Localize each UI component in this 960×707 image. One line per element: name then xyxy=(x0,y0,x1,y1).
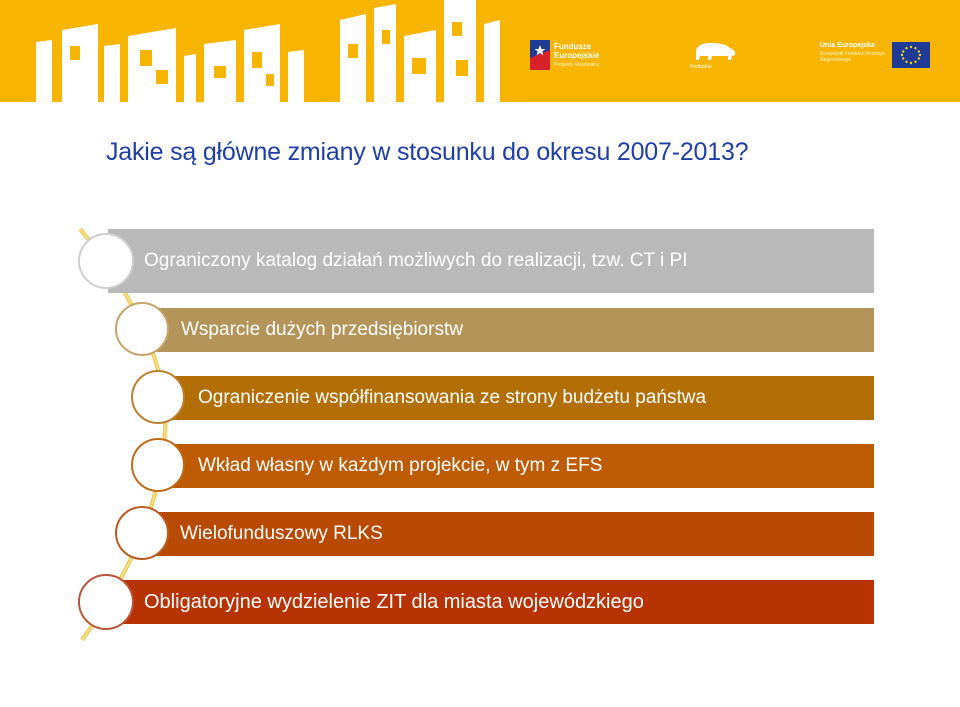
item-2-bullet-circle xyxy=(115,302,169,356)
item-4-bullet-circle xyxy=(131,438,185,492)
ue-title: Unia Europejska xyxy=(820,42,875,49)
item-2-text: Wsparcie dużych przedsiębiorstw xyxy=(181,319,463,340)
item-5-text: Wielofunduszowy RLKS xyxy=(180,523,383,544)
item-5-bar xyxy=(143,512,874,556)
item-3-bar xyxy=(162,376,874,420)
item-1-text: Ograniczony katalog działań możliwych do realizacji, tzw. CT i PI xyxy=(144,250,688,271)
fundusze-europejskie-logo xyxy=(530,40,630,72)
fundusze-europejskie-flag-icon xyxy=(530,40,550,70)
item-3-text: Ograniczenie współfinansowania ze strony budżetu państwa xyxy=(198,387,707,408)
bison-caption: Podlaskie xyxy=(690,64,712,70)
item-5-bullet-circle xyxy=(115,506,169,560)
bison-region-logo xyxy=(690,40,740,72)
fe-title-line2: Europejskie xyxy=(554,51,600,60)
header-band xyxy=(0,0,960,102)
decorative-buildings-graphic xyxy=(0,0,960,102)
item-6-bullet-circle xyxy=(78,574,134,630)
item-6-bar xyxy=(108,580,874,624)
item-4-text: Wkład własny w każdym projekcie, w tym z EFS xyxy=(198,455,603,476)
item-1-bar xyxy=(108,229,874,293)
bison-icon xyxy=(690,40,740,64)
fe-title-line1: Fundusze xyxy=(554,42,592,51)
item-4-bar xyxy=(162,444,874,488)
item-6-text: Obligatoryjne wydzielenie ZIT dla miasta wojewódzkiego xyxy=(144,590,644,613)
ue-subtitle: Europejski Fundusz Rozwoju Regionalnego xyxy=(820,51,885,63)
item-2-bar xyxy=(143,308,874,352)
eu-flag-icon xyxy=(892,42,930,68)
item-3-bullet-circle xyxy=(131,370,185,424)
fe-subtitle: Program Regionalny xyxy=(554,62,600,68)
page-title: Jakie są główne zmiany w stosunku do okresu 2007-2013? xyxy=(106,138,749,166)
item-1-bullet-circle xyxy=(78,233,134,289)
unia-europejska-logo xyxy=(820,42,932,72)
